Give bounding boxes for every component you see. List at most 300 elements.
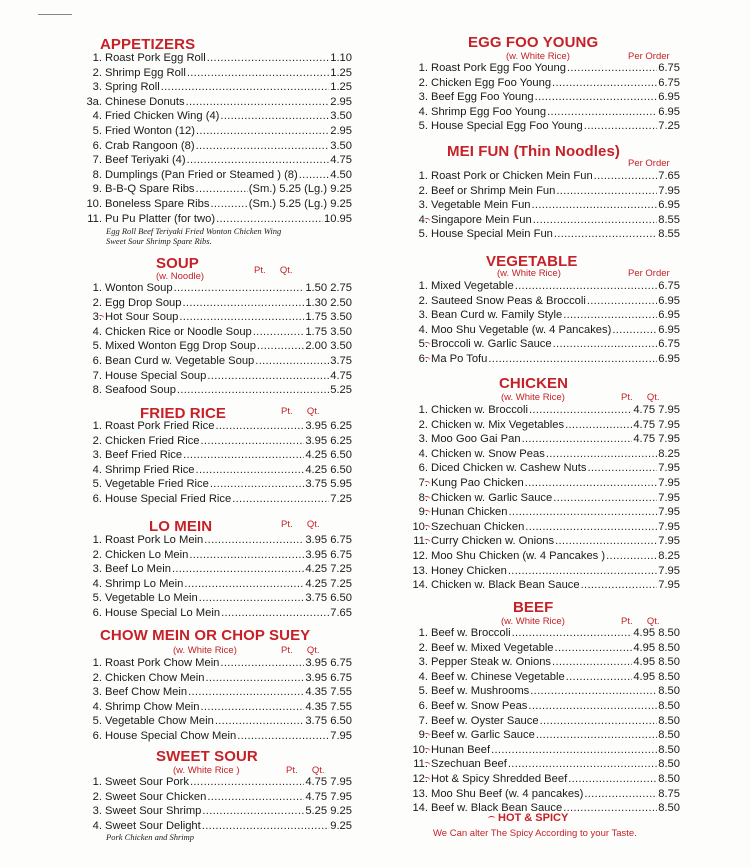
- item-price: 8.55: [658, 213, 680, 226]
- item-number: 3.: [418, 199, 428, 212]
- item-number: 3.: [92, 81, 102, 94]
- item-number: 4.: [92, 463, 102, 476]
- dot-leader: [567, 62, 657, 74]
- menu-item: [402, 744, 680, 759]
- item-name: Beef Chow Mein: [105, 686, 188, 699]
- pint-quart-header: Pt. Qt.: [281, 645, 320, 656]
- menu-item: [402, 535, 680, 550]
- item-number: 1.: [92, 776, 102, 788]
- dot-leader: [220, 110, 329, 122]
- item-name: Moo Shu Chicken (w. 4 Pancakes ): [431, 550, 606, 562]
- item-name: Roast Pork Fried Rice: [105, 420, 215, 432]
- menu-item: [76, 592, 352, 607]
- dot-leader: [584, 788, 657, 800]
- item-number: 4.: [418, 447, 428, 460]
- menu-item: [76, 672, 352, 687]
- item-price: 4.75 7.95: [633, 418, 680, 431]
- menu-item: [402, 62, 680, 77]
- menu-item: [76, 96, 352, 111]
- menu-item: [402, 106, 680, 121]
- dot-leader: [190, 776, 304, 788]
- item-name: Honey Chicken: [431, 564, 507, 577]
- item-name: Roast Pork Egg Roll: [105, 52, 206, 64]
- dot-leader: [183, 297, 305, 309]
- item-name: Sweet Sour Pork: [105, 776, 189, 788]
- menu-item: [76, 607, 352, 622]
- item-price: 1.75 3.50: [305, 325, 352, 338]
- item-price: 3.95 6.75: [305, 548, 352, 561]
- item-number: 6.: [418, 700, 428, 712]
- dot-leader: [525, 477, 658, 489]
- item-price: 6.95: [658, 91, 680, 104]
- dot-leader: [529, 404, 632, 416]
- item-name: Moo Goo Gai Pan: [431, 433, 521, 446]
- item-price: 2.95: [330, 125, 352, 137]
- item-name: Egg Drop Soup: [105, 296, 182, 309]
- item-number: 4.: [92, 325, 102, 338]
- item-price: 6.95: [658, 105, 680, 118]
- item-price: 7.95: [658, 506, 680, 519]
- item-price: 4.35 7.55: [305, 700, 352, 713]
- menu-item: [402, 565, 680, 580]
- section-title: MEI FUN (Thin Noodles): [447, 143, 621, 160]
- section-title: LO MEIN: [149, 518, 213, 535]
- dot-leader: [232, 493, 329, 505]
- item-number: 7.: [402, 477, 431, 489]
- item-price: 7.95: [330, 730, 352, 742]
- menu-item: [76, 140, 352, 155]
- item-number: 3.: [92, 563, 102, 576]
- item-price: 7.95: [658, 184, 680, 197]
- dot-leader: [177, 384, 329, 396]
- item-price: 3.95 6.75: [305, 534, 352, 546]
- menu-item: [76, 311, 352, 326]
- item-price: 4.75 7.95: [633, 404, 680, 416]
- item-number: 5.: [418, 120, 428, 133]
- item-price: 3.50: [330, 139, 352, 152]
- dot-leader: [553, 338, 658, 350]
- menu-item: [402, 199, 680, 214]
- menu-item: [76, 355, 352, 370]
- item-name: Beef Teriyaki (4): [105, 154, 186, 167]
- per-order-header: Per Order: [628, 158, 670, 169]
- hot-pepper-icon: [423, 747, 430, 753]
- item-name: Beef w. Mushrooms: [431, 685, 530, 698]
- dot-leader: [253, 326, 305, 338]
- item-price: 6.75: [658, 280, 680, 292]
- menu-item: [76, 384, 352, 399]
- menu-item: [76, 534, 352, 549]
- dot-leader: [202, 805, 304, 817]
- menu-item: [76, 326, 352, 341]
- item-number: 6.: [418, 462, 428, 475]
- menu-item: [76, 297, 352, 312]
- item-price: 7.95: [658, 491, 680, 504]
- dot-leader: [216, 213, 323, 225]
- item-price: 6.75: [658, 338, 680, 351]
- item-number: 6.: [92, 355, 102, 367]
- dot-leader: [187, 154, 330, 166]
- hot-spicy-title: HOT & SPICY: [498, 812, 569, 824]
- menu-item: [76, 420, 352, 435]
- item-number: 6.: [92, 493, 102, 505]
- item-price: 4.75: [330, 154, 352, 167]
- item-number: 9.: [92, 183, 102, 196]
- section-subtitle: (w. White Rice ): [173, 765, 240, 776]
- menu-item: [76, 730, 352, 745]
- dot-leader: [202, 820, 329, 832]
- item-name: Ma Po Tofu: [431, 353, 488, 365]
- menu-item: [402, 404, 680, 419]
- item-price: 3.95 6.25: [305, 434, 352, 447]
- item-number: 14.: [412, 579, 428, 592]
- item-number: 10.: [86, 198, 102, 210]
- item-number: 1.: [418, 627, 428, 639]
- dot-leader: [536, 729, 657, 741]
- menu-item: [402, 700, 680, 715]
- dot-leader: [555, 642, 633, 654]
- item-number: 4.: [92, 700, 102, 713]
- item-number: 9.: [402, 729, 431, 741]
- item-name: Pu Pu Platter (for two): [105, 212, 216, 225]
- item-number: 9.: [402, 506, 431, 518]
- menu-item: [402, 433, 680, 448]
- dot-leader: [491, 744, 657, 756]
- item-name: Mixed Wonton Egg Drop Soup: [105, 340, 256, 353]
- section-title: SOUP: [156, 255, 199, 272]
- item-number: 12.: [402, 773, 431, 785]
- menu-item: [402, 419, 680, 434]
- item-number: 3.: [92, 686, 102, 699]
- pint-quart-header: Pt. Qt.: [621, 392, 660, 403]
- item-name: Broccoli w. Garlic Sauce: [431, 338, 552, 351]
- item-price: 4.95 8.50: [633, 670, 680, 683]
- menu-item: [402, 521, 680, 536]
- dot-leader: [196, 183, 248, 195]
- dot-leader: [587, 462, 657, 474]
- item-price: 8.50: [658, 758, 680, 771]
- item-name: Hunan Chicken: [431, 506, 508, 519]
- hot-spicy-legend: [488, 812, 568, 824]
- dot-leader: [522, 433, 633, 445]
- menu-item: [76, 715, 352, 730]
- item-name: Shrimp Chow Mein: [105, 700, 200, 713]
- menu-item: [76, 478, 352, 493]
- item-number: 2.: [418, 294, 428, 307]
- dot-leader: [210, 198, 247, 210]
- section-title: CHOW MEIN OR CHOP SUEY: [100, 627, 311, 644]
- section-title: VEGETABLE: [486, 253, 578, 270]
- item-number: 6.: [92, 139, 102, 152]
- item-number: 4.: [92, 110, 102, 123]
- item-name: Beef w. Chinese Vegetable: [431, 670, 565, 683]
- item-number: 1.: [418, 62, 428, 74]
- item-name: Sauteed Snow Peas & Broccoli: [431, 294, 586, 307]
- item-price: 4.95 8.50: [633, 656, 680, 669]
- section-subtitle: (w. White Rice): [501, 392, 565, 403]
- item-price: 3.50: [330, 110, 352, 123]
- dot-leader: [201, 701, 305, 713]
- item-name: Bean Curd w. Vegetable Soup: [105, 355, 255, 367]
- item-price: 4.95 8.50: [633, 627, 680, 639]
- dot-leader: [488, 353, 657, 365]
- item-name: Hunan Beef: [431, 743, 491, 756]
- item-number: 3a.: [86, 95, 102, 108]
- dot-leader: [587, 295, 657, 307]
- item-number: 3.: [92, 805, 102, 818]
- item-price: 7.95: [658, 535, 680, 548]
- menu-item: [76, 340, 352, 355]
- hot-pepper-icon: [423, 480, 430, 486]
- item-name: House Special Chow Mein: [105, 730, 237, 742]
- menu-item: [76, 657, 352, 672]
- dot-leader: [237, 730, 329, 742]
- section-title: SWEET SOUR: [156, 748, 258, 765]
- item-price: 8.50: [658, 773, 680, 785]
- item-price: 9.25: [330, 819, 352, 832]
- item-number: 8.: [92, 168, 102, 181]
- dot-leader: [187, 67, 329, 79]
- menu-item: [76, 791, 352, 806]
- item-price: 3.95 6.75: [305, 657, 352, 669]
- item-number: 1.: [92, 420, 102, 432]
- item-name: Chicken Fried Rice: [105, 434, 200, 447]
- dot-leader: [528, 700, 657, 712]
- item-price: 6.95: [658, 353, 680, 365]
- item-name: Shrimp Lo Mein: [105, 577, 184, 590]
- menu-item: [76, 183, 352, 198]
- item-number: 3.: [418, 309, 428, 322]
- item-number: 5.: [92, 715, 102, 728]
- menu-item: [402, 492, 680, 507]
- item-name: Sweet Sour Chicken: [105, 790, 207, 803]
- item-number: 2.: [92, 548, 102, 561]
- item-name: Vegetable Mein Fun: [431, 199, 531, 212]
- item-number: 7.: [92, 369, 102, 382]
- dot-leader: [508, 758, 657, 770]
- item-name: Seafood Soup: [105, 384, 176, 397]
- dot-leader: [201, 435, 305, 447]
- item-price: 4.25 6.50: [305, 449, 352, 462]
- item-number: 5.: [402, 338, 431, 350]
- item-price: 2.95: [330, 95, 352, 108]
- item-name: Roast Pork Egg Foo Young: [431, 62, 566, 74]
- dot-leader: [207, 52, 329, 64]
- item-price: 10.95: [324, 212, 352, 225]
- menu-item: [402, 550, 680, 565]
- dot-leader: [257, 340, 304, 352]
- item-number: 2.: [92, 66, 102, 79]
- item-price: 7.95: [658, 520, 680, 533]
- item-price: 4.25 7.25: [305, 577, 352, 590]
- dot-leader: [210, 478, 304, 490]
- menu-item: [76, 435, 352, 450]
- item-name: Vegetable Lo Mein: [105, 592, 198, 605]
- item-name: Beef w. Mixed Vegetable: [431, 641, 554, 654]
- item-number: 3.: [92, 449, 102, 462]
- item-name: Sweet Sour Delight: [105, 819, 201, 832]
- item-price: 8.50: [658, 714, 680, 727]
- dot-leader: [584, 120, 657, 132]
- item-price: 3.75: [330, 355, 352, 367]
- item-name: Pepper Steak w. Onions: [431, 656, 552, 669]
- item-price: 7.65: [330, 607, 352, 619]
- item-number: 7.: [418, 714, 428, 727]
- item-number: 10.: [402, 521, 431, 533]
- item-name: Singapore Mein Fun: [431, 213, 532, 226]
- menu-item: [402, 309, 680, 324]
- item-price: 7.65: [658, 170, 680, 182]
- hot-pepper-icon: [423, 539, 430, 545]
- item-number: 2.: [92, 790, 102, 803]
- pint-quart-header: Pt. Qt.: [286, 765, 325, 776]
- dot-leader: [508, 565, 657, 577]
- dot-leader: [594, 170, 658, 182]
- item-number: 3.: [76, 311, 105, 323]
- item-name: Moo Shu Beef (w. 4 pancakes): [431, 787, 584, 800]
- top-corner-mark: [38, 14, 72, 15]
- menu-item: [76, 81, 352, 96]
- section-subtitle: (w. White Rice): [501, 616, 565, 627]
- dot-leader: [196, 464, 305, 476]
- item-price: 6.75: [658, 76, 680, 89]
- menu-item: [76, 110, 352, 125]
- item-name: Chicken Lo Mein: [105, 548, 189, 561]
- hot-spicy-note: We Can alter The Spicy According to your Taste.: [433, 828, 637, 839]
- item-price: 3.95 6.25: [305, 420, 352, 432]
- item-name: Beef Fried Rice: [105, 449, 183, 462]
- item-number: 2.: [418, 641, 428, 654]
- item-name: Roast Pork or Chicken Mein Fun: [431, 170, 593, 182]
- hot-pepper-icon: [488, 816, 495, 821]
- item-number: 11.: [402, 535, 431, 547]
- dot-leader: [206, 672, 305, 684]
- dot-leader: [535, 91, 658, 103]
- pint-quart-header: Pt. Qt.: [621, 616, 660, 627]
- item-number: 1.: [92, 52, 102, 64]
- dot-leader: [207, 370, 329, 382]
- menu-item: [402, 579, 680, 594]
- item-name: Sweet Sour Shrimp: [105, 805, 202, 818]
- menu-item: [76, 805, 352, 820]
- dot-leader: [540, 715, 658, 727]
- item-price: 5.25: [330, 384, 352, 397]
- menu-item: [76, 449, 352, 464]
- item-name: Beef w. Oyster Sauce: [431, 714, 539, 727]
- dot-leader: [204, 534, 304, 546]
- dot-leader: [525, 521, 657, 533]
- dot-leader: [207, 791, 304, 803]
- menu-item: [76, 67, 352, 82]
- menu-item: [402, 758, 680, 773]
- item-price: (Sm.) 5.25 (Lg.) 9.25: [248, 198, 352, 210]
- menu-item: [402, 77, 680, 92]
- dot-leader: [568, 773, 657, 785]
- item-name: House Special Soup: [105, 369, 207, 382]
- dot-leader: [566, 671, 633, 683]
- menu-item: [76, 370, 352, 385]
- item-number: 4.: [418, 670, 428, 683]
- hot-pepper-icon: [423, 509, 430, 515]
- item-number: 4.: [92, 577, 102, 590]
- item-name: Roast Pork Chow Mein: [105, 657, 220, 669]
- item-name: Curry Chicken w. Onions: [431, 535, 555, 548]
- menu-item: [76, 125, 352, 140]
- item-price: 4.75: [330, 369, 352, 382]
- hot-pepper-icon: [423, 732, 430, 738]
- item-number: 6.: [92, 607, 102, 619]
- menu-item: [402, 324, 680, 339]
- item-name: Shrimp Fried Rice: [105, 463, 195, 476]
- item-price: 6.95: [658, 309, 680, 322]
- item-name: Chicken w. Black Bean Sauce: [431, 579, 580, 592]
- item-price: 5.25 9.25: [305, 805, 352, 818]
- section-title: EGG FOO YOUNG: [468, 34, 599, 51]
- item-price: 7.95: [658, 477, 680, 489]
- item-price: 8.50: [658, 700, 680, 712]
- dot-leader: [563, 309, 657, 321]
- item-name: Beef w. Black Bean Sauce: [431, 802, 563, 815]
- item-name: Kung Pao Chicken: [431, 477, 524, 489]
- item-number: 12.: [412, 550, 428, 562]
- item-number: 1.: [92, 282, 102, 294]
- item-number: 1.: [92, 657, 102, 669]
- item-price: 7.25: [330, 493, 352, 505]
- item-price: 4.75 7.95: [305, 790, 352, 803]
- item-name: Roast Pork Lo Mein: [105, 534, 204, 546]
- item-number: 8.: [92, 384, 102, 397]
- pint-quart-header: Pt. Qt.: [281, 406, 320, 417]
- dot-leader: [215, 420, 304, 432]
- item-price: 6.75: [658, 62, 680, 74]
- section-subtitle: (w. Noodle): [156, 271, 205, 282]
- dot-leader: [196, 125, 329, 137]
- item-number: 11.: [87, 212, 102, 225]
- per-order-header: Per Order: [628, 268, 670, 279]
- item-name: Chicken Chow Mein: [105, 671, 205, 684]
- menu-item: [402, 91, 680, 106]
- item-price: 7.95: [658, 462, 680, 475]
- menu-item: [76, 776, 352, 791]
- menu-item: [76, 686, 352, 701]
- item-number: 4.: [92, 819, 102, 832]
- dot-leader: [184, 578, 304, 590]
- item-name: Chinese Donuts: [105, 95, 185, 108]
- item-name: Chicken w. Snow Peas: [431, 447, 545, 460]
- dot-leader: [509, 506, 658, 518]
- item-number: 2.: [418, 184, 428, 197]
- menu-item: [76, 549, 352, 564]
- item-number: 1.: [418, 404, 428, 416]
- dot-leader: [552, 77, 657, 89]
- item-name: Chicken Rice or Noodle Soup: [105, 325, 252, 338]
- menu-item: [402, 656, 680, 671]
- item-name: Diced Chicken w. Cashew Nuts: [431, 462, 587, 475]
- item-name: Szechuan Beef: [431, 758, 507, 771]
- hot-pepper-icon: [423, 524, 430, 530]
- item-name: House Special Egg Foo Young: [431, 120, 583, 133]
- item-number: 8.: [402, 492, 431, 504]
- item-price: 1.50 2.75: [305, 282, 352, 294]
- dot-leader: [199, 592, 305, 604]
- item-price: 1.25: [330, 66, 352, 79]
- menu-item: [402, 280, 680, 295]
- dot-leader: [530, 685, 657, 697]
- item-name: Shrimp Egg Roll: [105, 66, 186, 79]
- item-name: Wonton Soup: [105, 282, 173, 294]
- item-number: 3.: [418, 656, 428, 669]
- item-number: 6.: [92, 730, 102, 742]
